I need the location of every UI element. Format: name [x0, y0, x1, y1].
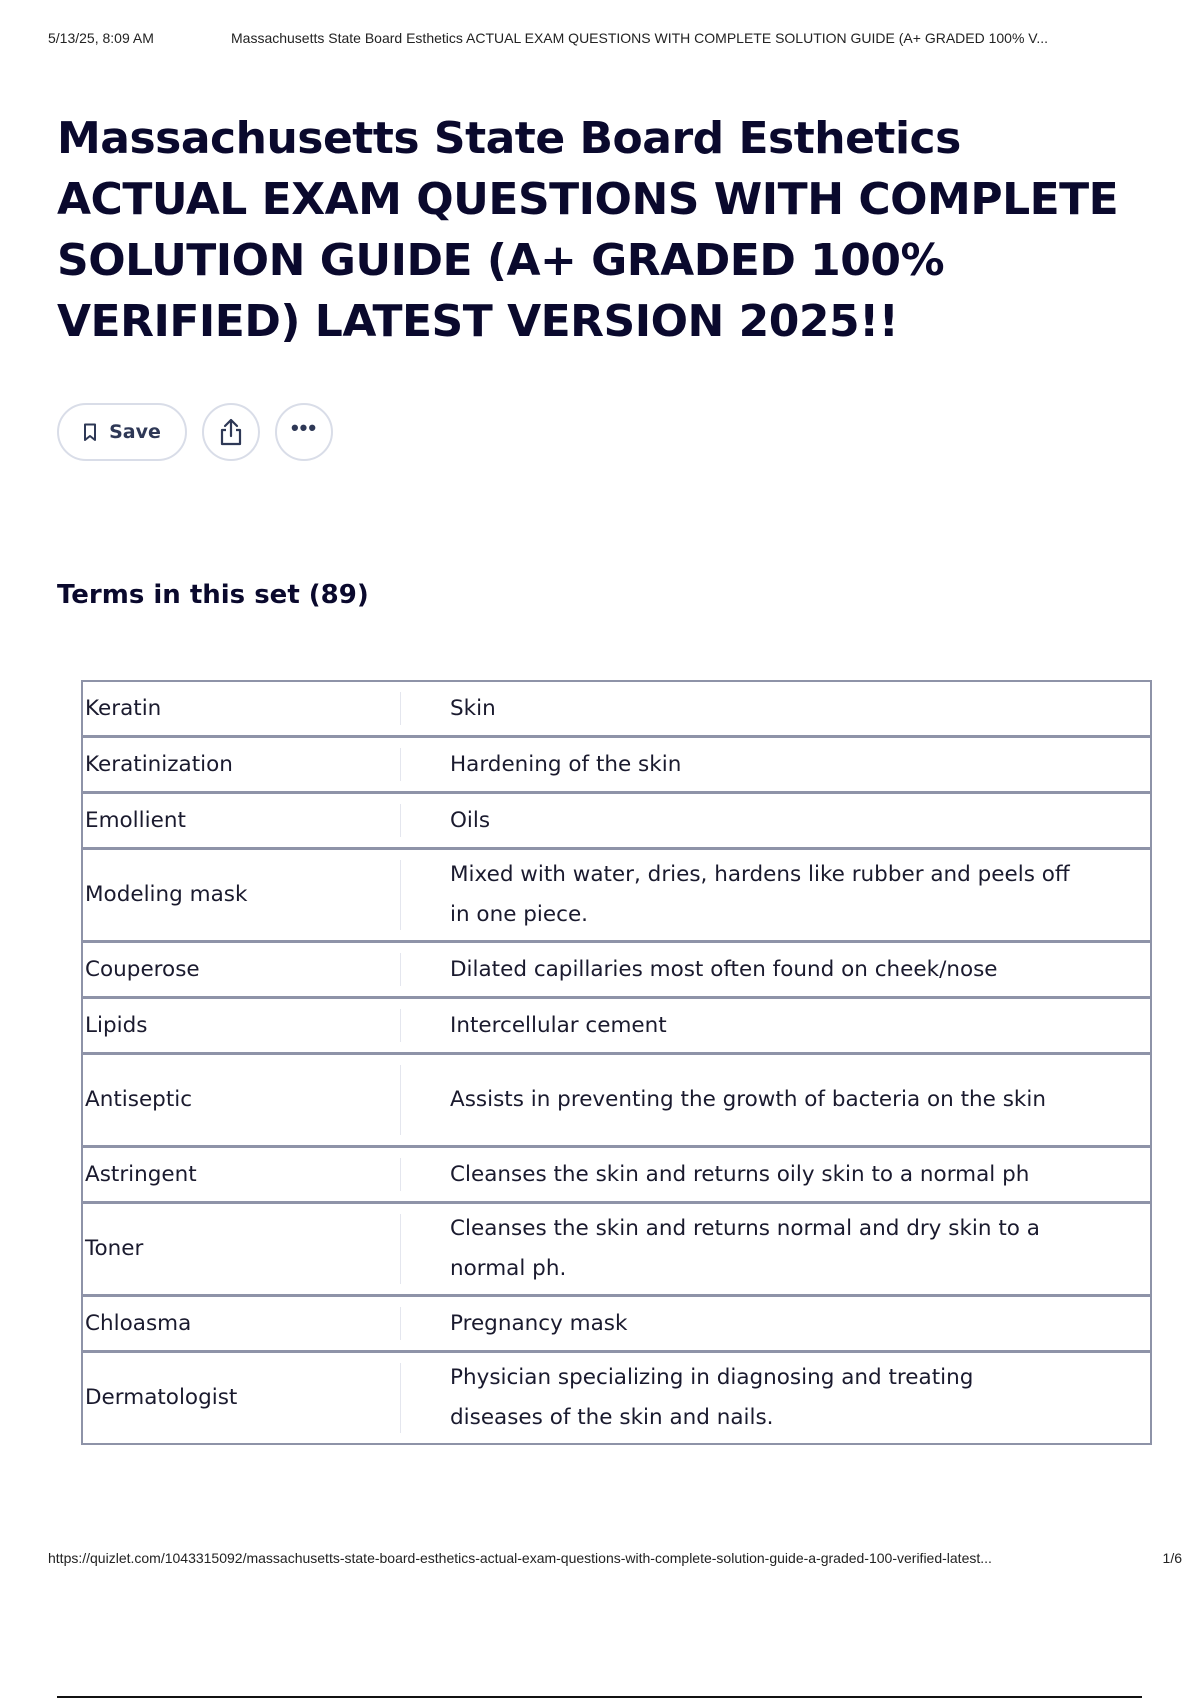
share-button[interactable] — [202, 403, 260, 461]
term-cell: Antiseptic — [82, 1054, 401, 1147]
definition-cell: Skin — [401, 681, 1151, 737]
table-row — [82, 737, 1151, 793]
term-cell: Astringent — [82, 1147, 401, 1203]
table-row — [82, 1054, 1151, 1147]
divider — [57, 1696, 1142, 1698]
definition-cell: Cleanses the skin and returns oily skin to a normal ph — [401, 1147, 1151, 1203]
page-url: https://quizlet.com/1043315092/massachusetts-state-board-esthetics-actual-exam-questions-with-complete-solution-guide-a-graded-100-verified-latest... — [48, 1550, 992, 1566]
definition-cell: Assists in preventing the growth of bacteria on the skin — [401, 1054, 1151, 1147]
definition-cell: Dilated capillaries most often found on cheek/nose — [401, 942, 1151, 998]
definition-cell: Mixed with water, dries, hardens like rubber and peels off in one piece. — [401, 849, 1151, 942]
table-row — [82, 1147, 1151, 1203]
table-row — [82, 1203, 1151, 1296]
terms-heading: Terms in this set (89) — [57, 580, 369, 610]
term-cell: Modeling mask — [82, 849, 401, 942]
table-row — [82, 681, 1151, 737]
term-cell: Toner — [82, 1203, 401, 1296]
print-footer — [48, 1550, 1182, 1570]
definition-cell: Oils — [401, 793, 1151, 849]
definition-cell: Pregnancy mask — [401, 1296, 1151, 1352]
share-icon — [218, 417, 244, 447]
term-cell: Lipids — [82, 998, 401, 1054]
term-cell: Keratin — [82, 681, 401, 737]
more-options-button[interactable] — [275, 403, 333, 461]
bookmark-icon — [83, 423, 97, 442]
term-cell: Couperose — [82, 942, 401, 998]
table-row — [82, 1296, 1151, 1352]
definition-cell: Intercellular cement — [401, 998, 1151, 1054]
table-row — [82, 998, 1151, 1054]
save-button-label: Save — [109, 421, 161, 443]
page-title: Massachusetts State Board Esthetics ACTUAL EXAM QUESTIONS WITH COMPLETE SOLUTION GUIDE (A+ GRADED 100% VERIFIED) LATEST VERSION 2025!! — [57, 113, 1119, 347]
definition-cell: Hardening of the skin — [401, 737, 1151, 793]
table-row — [82, 1352, 1151, 1445]
save-button[interactable] — [57, 403, 187, 461]
term-cell: Keratinization — [82, 737, 401, 793]
table-row — [82, 942, 1151, 998]
definition-cell: Cleanses the skin and returns normal and dry skin to a normal ph. — [401, 1203, 1151, 1296]
print-header — [48, 30, 1182, 50]
terms-table — [81, 680, 1152, 1445]
print-datetime: 5/13/25, 8:09 AM — [48, 30, 154, 46]
table-row — [82, 793, 1151, 849]
term-cell: Dermatologist — [82, 1352, 401, 1445]
term-cell: Emollient — [82, 793, 401, 849]
page-number: 1/6 — [1162, 1550, 1182, 1566]
term-cell: Chloasma — [82, 1296, 401, 1352]
more-horizontal-icon: ••• — [290, 415, 318, 440]
print-doc-title: Massachusetts State Board Esthetics ACTUAL EXAM QUESTIONS WITH COMPLETE SOLUTION GUIDE (A+ GRADED 100% V... — [231, 30, 1049, 46]
definition-cell: Physician specializing in diagnosing and treating diseases of the skin and nails. — [401, 1352, 1151, 1445]
table-row — [82, 849, 1151, 942]
